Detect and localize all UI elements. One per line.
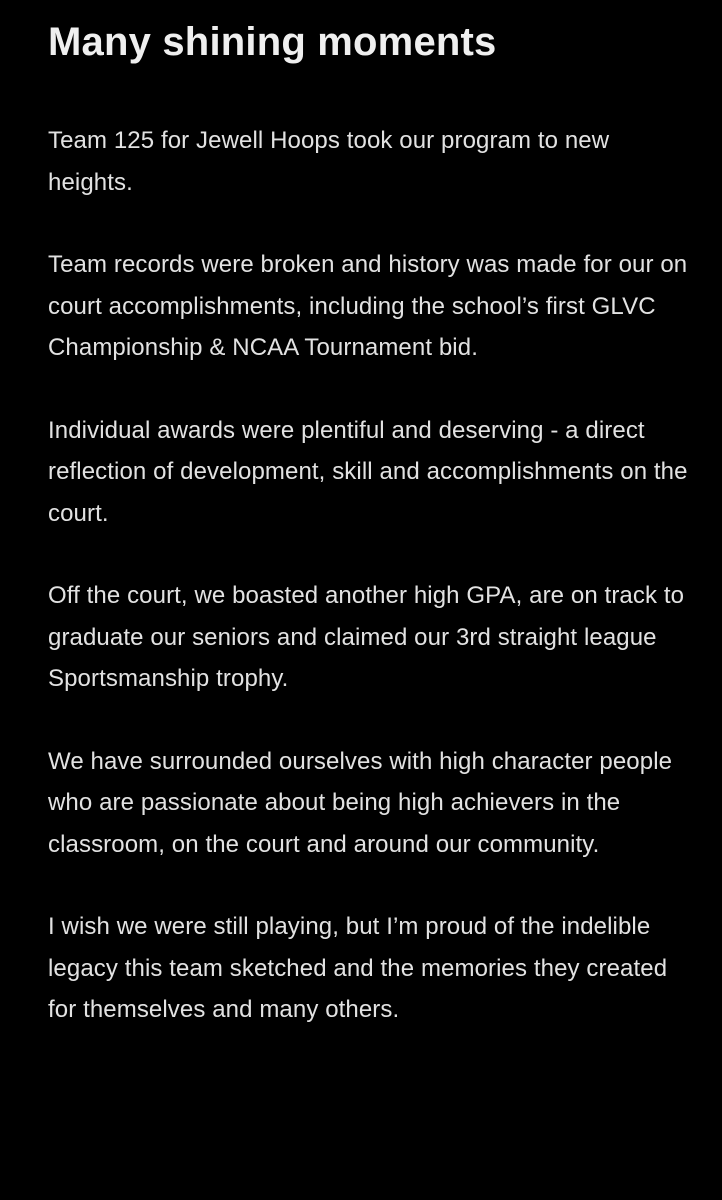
note-title: Many shining moments [48, 20, 497, 64]
note-paragraph-1: Team 125 for Jewell Hoops took our program to new heights. [48, 127, 610, 196]
note-paragraph-3: Individual awards were plentiful and deserving - a direct reflection of development, skill and accomplishments on the court. [48, 416, 688, 527]
note-paragraph-2: Team records were broken and history was made for our on court accomplishments, including the school’s first GLVC Championship & NCAA Tournament bid. [48, 251, 688, 361]
note-document [48, 0, 698, 1072]
note-paragraph-4: Off the court, we boasted another high GPA, are on track to graduate our seniors and claimed our 3rd straight league Sportsmanship trophy. [48, 582, 685, 692]
note-paragraph-6: I wish we were still playing, but I’m proud of the indelible legacy this team sketched and the memories they created for themselves and many others. [48, 913, 668, 1023]
note-body [48, 120, 698, 1031]
note-paragraph-5: We have surrounded ourselves with high character people who are passionate about being high achievers in the classroom, on the court and around our community. [48, 747, 673, 858]
